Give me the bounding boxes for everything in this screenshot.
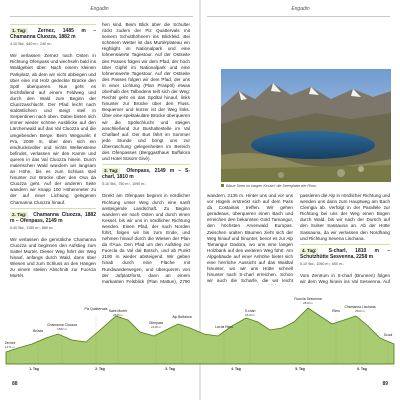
profile-place-elevation: 2149 m xyxy=(150,325,162,329)
stage-4-tag: 4. Tag: xyxy=(302,247,317,253)
stage-2-tag: 2. Tag: xyxy=(12,211,27,217)
profile-place-name: Chamanna Lischana xyxy=(344,305,376,309)
stage-3-text-continued: wandern, 2135 m. Hinter uns und vor uns vor Hügeln erstreckt sich auf dem Pass da Costainas treffen. Wir gehen geradeaus, überqueren einen Bach und erreichen den bekannten Gold Tamangur, den höchsten Arvenwald Europas. Zwischen uralten Bäumen zieht sich der Weg hinauf und hinunter, bevor es zur Alp Tamangur Dadora, wo uns eine langen Holzbank auf den weiteren Weg führt. Am Alpgebäude auf einer Anhöhe bietet sich eine herrliche Aussicht auf das Waldtal hinunter, wo wir uns Hütte schnell hinunter nach S-charl erreichen. Schon wir auch die Scharfe, die wir leicht xyxy=(207,193,293,284)
right-running-head: Engadin xyxy=(291,6,310,12)
stage-1-text: Wir verlassen Zernez nach Osten in Richtung Ofenpass und wechseln bald ins Waldgebiet über. Nach einem kleinen Parkplatz, ab dem wir nicht abbiegen und über eine mit Holz gedeckte Brücke den Spöl überqueren. Nun geht es leichtfallend auf einem Feldweg und durch den Wald zum Beginn der Cluozzaschlucht. Der Pfad leicht nach südöstlichem und steigt steil in Serpentinen nach oben. Dabei bieten sich immer wieder schöne Ausblicke auf den Lärchenwald auf das Val Cluozza und die umgebenden Berge. Beim Wegpunkt Il Pra, 2039 m, über dem sich ein eindrucksvoller und nichts Wellensteine befindet, verlassen wir den Kamm und queren in das Val Cluozza hinein. Durch malerischen Wald wandern wir langsam an Höhe, bis es zum Schluss steil hinunter zur Brücke über den Ova da Cluozza geht. Auf der anderen Seite wandern wir knapp 100 Höhenmeter zu der auf einer Lichtung gelegenen Chamanna Cluozza hinauf. xyxy=(10,53,96,205)
right-column-2 xyxy=(300,193,390,285)
profile-place-elevation: 2819 m xyxy=(302,301,314,305)
profile-place-name: Rims xyxy=(332,309,340,313)
right-head-rule xyxy=(207,16,390,17)
left-running-head: Engadin xyxy=(90,6,109,12)
page-number-left: 88 xyxy=(12,381,18,387)
stage-2-text-continued: hen sind. Beim Blick über die Schulter rückt zudem der Piz Quattervals mit seinem Schutthöhnern ins Blickfeld. Bei schönem Wetter ist das Murtèrplateau ein Highlight im Nationalpark und eine lohnenswerte Tagestour. Auf der Ostseite des Passes folgen wir dem Pfad, der hoch über Gipfel im Nationalpark und eine lohnenswerte Tagestour. Auf der Ostseite des Passes folgen wir dem Pfad, der uns in einer Lichtung (Plan Praspöl) etwas oberhalb des Talbodens teilt sich der Weg: Rechts geht es das Spöltal hinauf, links hinunter zur Brücke über den Fluss. Bequemer und kürzer ist der Weg links. Über eine spektakuläre Brücke überqueren wir die Spölschlucht und steigen anschließend zur Bushaltestelle im Val Chaflaef auf. Der Bus fährt im Sommer jede Stunde und bringt uns zur Überraschung gelegenheiten im Bereich des Ofenpasses (Berggasthaus Buffalora und Hotel Süsom Givè). xyxy=(102,22,190,162)
profile-place-name: Brüsta xyxy=(33,329,43,333)
photo-caption-text: Blaue Seen im kargen Kessel: die Seenplatte der Rims. xyxy=(226,184,317,188)
profile-day-labels xyxy=(29,367,367,371)
profile-place-elevation: 1810 m xyxy=(244,313,256,317)
photo-caption xyxy=(221,184,391,188)
profile-day-label: 5. Tag xyxy=(295,367,305,371)
stage-3-heading xyxy=(102,164,190,190)
stage-2-title: Chamanna Cluozza, 1882 m – Ofenpass, 2149 m xyxy=(10,211,96,224)
profile-place-name: Scuol xyxy=(383,333,393,337)
stage-3-text-end: passieren die Alp in nördlicher Richtung und wenden uns dann zum Hauptweg am Bach Clemgia ab. Verfolgt in der Parallele zur Richtung bei uns der Weg einen Bogen durch Wald, bis wir nach der Dursch auf den Sulser Sassauna an. Ab der Hütte Sassauna, da wir verlassen den Nordhang und Richtung Sevena Lischana. xyxy=(300,193,390,241)
left-column-2 xyxy=(102,22,190,284)
profile-place-elevation: 2500 m xyxy=(354,309,366,313)
caption-marker-icon xyxy=(221,184,224,187)
profile-place-elevation: 1471 m xyxy=(4,345,16,349)
profile-place-name: Piz Quattervals xyxy=(84,307,108,311)
profile-day-label: 4. Tag xyxy=(231,367,241,371)
stage-2-meta: 5.40 Std., 1150 m↑, 880 m↓ xyxy=(10,225,54,230)
profile-place-name: Fuorcla Sesvenna xyxy=(294,297,322,301)
profile-day-label: 6. Tag xyxy=(357,367,367,371)
stage-1-title: Zernez, 1485 m – Chamanna Cluozza, 1882 m xyxy=(10,28,96,41)
elevation-profile-graphic xyxy=(0,286,400,372)
stage-3-text: Direkt am Ofenpass beginnt in nördlicher Richtung unser Weg durch eine sanft ansteigende Landschaft. Zu Beginn wandern wir nach Osten und durch einen Kessel, bis wir uns in nördlicher Richtung wenden. Einen Pfad, der nach Norden führt, folgen wir bis zum Ende, und nehmen hinauf durch die Wiesen der Plan da Il'Aua. Den Pfad um den Aufstieg zur Fuorcla da Val dal Botsch, und ab Punkt 2190 m wieder absteigend. Wir geben hinab durch eine Fläche mit Rundwanderwegen, und überqueren von der Jufplatzforst, dann an einem markanten Felsblick (Plan Mattun), 2790 xyxy=(102,193,190,284)
stage-3-tag: 3. Tag: xyxy=(104,168,119,174)
left-head-rule xyxy=(10,16,193,17)
stage-4-meta: 5.10 Std., 1050 m↑, 600 m↓ xyxy=(300,261,344,266)
profile-place-elevation: 2545 m xyxy=(112,313,124,317)
lake-photo xyxy=(221,69,391,182)
profile-place-elevation: 1882 m xyxy=(56,327,68,331)
stage-4-title: S-charl, 1810 m – Schutzhütte Sesvenna, 2258 m xyxy=(300,247,390,260)
left-column-1 xyxy=(10,22,96,284)
stage-4-heading xyxy=(300,244,390,270)
profile-place-name: Ofenpass xyxy=(148,321,164,325)
elevation-profile xyxy=(0,286,400,372)
stage-2-text: Wir verlassen die gemütliche Chamanna Cluozza und beginnen den Aufstieg zum Sattel Murtèr. Dieser Weg führt der Weg hinauf, anfangs durch Wald, dann über Wiesen und zum Schluss an den Hängen zu einem steilen Abschnitt zur Fuorcla Murtèr. xyxy=(10,236,96,279)
right-column-1 xyxy=(207,193,293,285)
profile-place-name: Chamanna Cluozza xyxy=(47,323,77,327)
stage-3-title: Ofenpass, 2149 m – S-charl, 1810 m xyxy=(102,168,190,181)
profile-place-name: Alp Buffalora xyxy=(172,315,192,319)
profile-day-label: 2. Tag xyxy=(95,367,105,371)
profile-place-name: Saint Murtèr xyxy=(108,309,128,313)
profile-day-label: 1. Tag xyxy=(29,367,39,371)
profile-place-name: Lai da Rims xyxy=(215,325,233,329)
lake-photo-illustration xyxy=(221,69,391,182)
page-number-right: 89 xyxy=(382,381,388,387)
profile-place-name: Zernez xyxy=(4,341,16,345)
stage-2-heading xyxy=(10,208,96,234)
stage-4-text: Vom Zentrum in S-charl (Brunnen) folgen wir dem Weg hinein ins Val Sesvenna. Auf xyxy=(300,273,390,285)
profile-day-label: 3. Tag xyxy=(165,367,175,371)
stage-1-meta: 4.10 Std., 640 m↑, 240 m↓ xyxy=(10,42,52,47)
stage-1-tag: 1. Tag: xyxy=(12,28,27,33)
profile-area xyxy=(6,308,394,364)
stage-1-heading xyxy=(10,24,96,50)
profile-place-name: S-charl xyxy=(244,309,256,313)
stage-3-meta: 5.10 Std., 750 m↑, 1090 m↓ xyxy=(102,182,146,187)
